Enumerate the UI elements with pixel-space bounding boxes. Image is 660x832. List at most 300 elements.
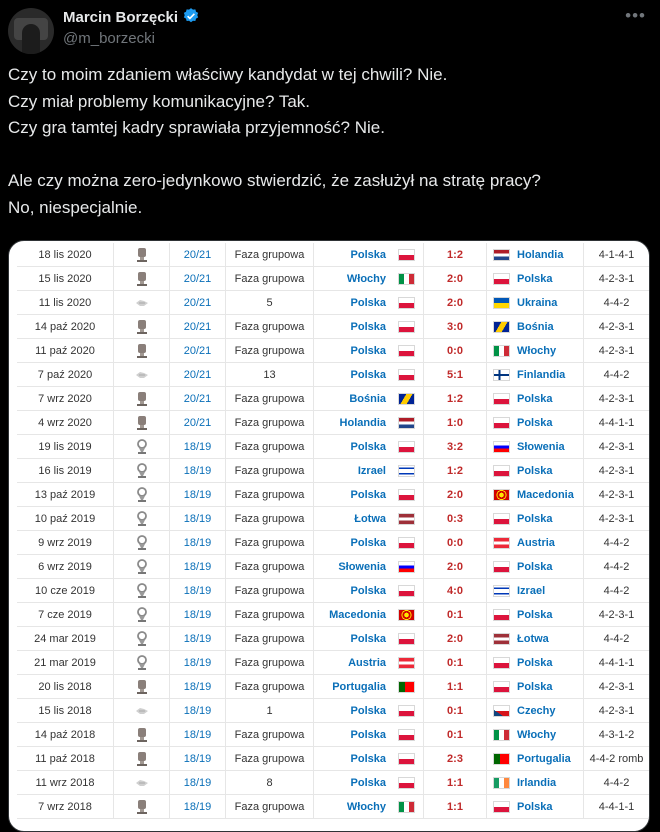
away-team[interactable]: Irlandia bbox=[515, 771, 584, 795]
match-row[interactable] bbox=[17, 651, 649, 675]
flag-icon bbox=[398, 345, 415, 357]
match-round: Faza grupowa bbox=[226, 387, 314, 411]
away-flag-cell bbox=[487, 603, 516, 627]
away-team[interactable]: Izrael bbox=[515, 579, 584, 603]
match-date: 14 paź 2020 bbox=[17, 315, 114, 339]
home-flag-cell bbox=[390, 435, 424, 459]
season-link[interactable]: 18/19 bbox=[170, 579, 226, 603]
flag-icon bbox=[493, 657, 510, 669]
match-round: Faza grupowa bbox=[226, 339, 314, 363]
flag-icon bbox=[398, 417, 415, 429]
match-score[interactable]: 2:0 bbox=[424, 627, 487, 651]
away-team[interactable]: Polska bbox=[515, 603, 584, 627]
formation: 4-2-3-1 bbox=[584, 435, 650, 459]
formation: 4-2-3-1 bbox=[584, 387, 650, 411]
away-flag-cell bbox=[487, 675, 516, 699]
home-team[interactable]: Bośnia bbox=[314, 387, 391, 411]
match-round: Faza grupowa bbox=[226, 723, 314, 747]
competition-cell bbox=[114, 387, 170, 411]
flag-icon bbox=[398, 465, 415, 477]
match-score[interactable]: 0:0 bbox=[424, 531, 487, 555]
away-team[interactable]: Holandia bbox=[515, 243, 584, 267]
flag-icon bbox=[493, 537, 510, 549]
author-name-text[interactable]: Marcin Borzęcki bbox=[63, 9, 179, 26]
away-flag-cell bbox=[487, 387, 516, 411]
away-flag-cell bbox=[487, 699, 516, 723]
flag-icon bbox=[493, 489, 510, 501]
flag-icon bbox=[398, 249, 415, 261]
home-flag-cell bbox=[390, 483, 424, 507]
flag-icon bbox=[398, 705, 415, 717]
match-score[interactable]: 1:2 bbox=[424, 459, 487, 483]
away-team[interactable]: Polska bbox=[515, 267, 584, 291]
competition-cell bbox=[114, 579, 170, 603]
euro-trophy-icon bbox=[135, 487, 149, 503]
home-team[interactable]: Polska bbox=[314, 363, 391, 387]
home-team[interactable]: Holandia bbox=[314, 411, 391, 435]
match-round: Faza grupowa bbox=[226, 459, 314, 483]
away-flag-cell bbox=[487, 411, 516, 435]
match-round: Faza grupowa bbox=[226, 507, 314, 531]
flag-icon bbox=[493, 633, 510, 645]
match-row[interactable] bbox=[17, 627, 649, 651]
formation: 4-1-4-1 bbox=[584, 243, 650, 267]
avatar[interactable] bbox=[8, 8, 54, 54]
away-team[interactable]: Ukraina bbox=[515, 291, 584, 315]
match-score[interactable]: 2:0 bbox=[424, 483, 487, 507]
home-team[interactable]: Polska bbox=[314, 747, 391, 771]
match-row[interactable] bbox=[17, 723, 649, 747]
match-date: 24 mar 2019 bbox=[17, 627, 114, 651]
competition-cell bbox=[114, 291, 170, 315]
match-row[interactable] bbox=[17, 603, 649, 627]
away-team[interactable]: Austria bbox=[515, 531, 584, 555]
match-score[interactable]: 0:3 bbox=[424, 507, 487, 531]
season-link[interactable]: 20/21 bbox=[170, 267, 226, 291]
euro-trophy-icon bbox=[135, 655, 149, 671]
match-score[interactable]: 5:1 bbox=[424, 363, 487, 387]
competition-cell bbox=[114, 435, 170, 459]
formation: 4-4-2 bbox=[584, 771, 650, 795]
match-date: 21 mar 2019 bbox=[17, 651, 114, 675]
match-score[interactable]: 2:0 bbox=[424, 555, 487, 579]
away-flag-cell bbox=[487, 243, 516, 267]
season-link[interactable]: 20/21 bbox=[170, 339, 226, 363]
match-row[interactable] bbox=[17, 363, 649, 387]
away-team[interactable]: Polska bbox=[515, 507, 584, 531]
match-score[interactable]: 3:0 bbox=[424, 315, 487, 339]
home-flag-cell bbox=[390, 675, 424, 699]
season-link[interactable]: 18/19 bbox=[170, 627, 226, 651]
away-team[interactable]: Polska bbox=[515, 675, 584, 699]
match-score[interactable]: 2:0 bbox=[424, 267, 487, 291]
competition-cell bbox=[114, 339, 170, 363]
flag-icon bbox=[493, 441, 510, 453]
match-round: Faza grupowa bbox=[226, 483, 314, 507]
euro-trophy-icon bbox=[135, 607, 149, 623]
home-team[interactable]: Polska bbox=[314, 243, 391, 267]
away-flag-cell bbox=[487, 555, 516, 579]
flag-icon bbox=[398, 777, 415, 789]
home-flag-cell bbox=[390, 411, 424, 435]
match-date: 7 paź 2020 bbox=[17, 363, 114, 387]
formation: 4-2-3-1 bbox=[584, 315, 650, 339]
nations-league-trophy-icon bbox=[135, 415, 149, 431]
away-team[interactable]: Słowenia bbox=[515, 435, 584, 459]
competition-cell bbox=[114, 531, 170, 555]
tweet-image[interactable] bbox=[8, 240, 650, 832]
flag-icon bbox=[398, 729, 415, 741]
friendly-match-icon bbox=[135, 706, 149, 716]
match-score[interactable]: 0:1 bbox=[424, 723, 487, 747]
competition-cell bbox=[114, 651, 170, 675]
home-team[interactable]: Polska bbox=[314, 291, 391, 315]
match-round: 1 bbox=[226, 699, 314, 723]
season-link[interactable]: 18/19 bbox=[170, 675, 226, 699]
away-flag-cell bbox=[487, 291, 516, 315]
home-team[interactable]: Polska bbox=[314, 723, 391, 747]
home-flag-cell bbox=[390, 339, 424, 363]
season-link[interactable]: 18/19 bbox=[170, 507, 226, 531]
match-round: Faza grupowa bbox=[226, 555, 314, 579]
away-team[interactable]: Polska bbox=[515, 387, 584, 411]
formation: 4-4-2 romb bbox=[584, 747, 650, 771]
match-row[interactable] bbox=[17, 315, 649, 339]
match-round: Faza grupowa bbox=[226, 795, 314, 819]
away-flag-cell bbox=[487, 267, 516, 291]
match-date: 20 lis 2018 bbox=[17, 675, 114, 699]
home-team[interactable]: Polska bbox=[314, 771, 391, 795]
formation: 4-2-3-1 bbox=[584, 267, 650, 291]
away-team[interactable]: Finlandia bbox=[515, 363, 584, 387]
season-link[interactable]: 18/19 bbox=[170, 435, 226, 459]
away-team[interactable]: Portugalia bbox=[515, 747, 584, 771]
flag-icon bbox=[398, 657, 415, 669]
away-team[interactable]: Macedonia bbox=[515, 483, 584, 507]
season-link[interactable]: 18/19 bbox=[170, 747, 226, 771]
away-team[interactable]: Włochy bbox=[515, 339, 584, 363]
flag-icon bbox=[398, 801, 415, 813]
home-team[interactable]: Polska bbox=[314, 435, 391, 459]
nations-league-trophy-icon bbox=[135, 727, 149, 743]
match-row[interactable] bbox=[17, 339, 649, 363]
competition-cell bbox=[114, 507, 170, 531]
match-row[interactable] bbox=[17, 483, 649, 507]
home-flag-cell bbox=[390, 291, 424, 315]
home-team[interactable]: Polska bbox=[314, 315, 391, 339]
match-round: Faza grupowa bbox=[226, 603, 314, 627]
match-date: 19 lis 2019 bbox=[17, 435, 114, 459]
more-icon[interactable]: ••• bbox=[625, 6, 646, 25]
match-score[interactable]: 0:1 bbox=[424, 651, 487, 675]
match-score[interactable]: 0:0 bbox=[424, 339, 487, 363]
flag-icon bbox=[493, 561, 510, 573]
flag-icon bbox=[398, 441, 415, 453]
nations-league-trophy-icon bbox=[135, 391, 149, 407]
home-flag-cell bbox=[390, 699, 424, 723]
away-team[interactable]: Polska bbox=[515, 555, 584, 579]
euro-trophy-icon bbox=[135, 583, 149, 599]
match-score[interactable]: 0:1 bbox=[424, 603, 487, 627]
competition-cell bbox=[114, 243, 170, 267]
season-link[interactable]: 20/21 bbox=[170, 411, 226, 435]
season-link[interactable]: 20/21 bbox=[170, 363, 226, 387]
flag-icon bbox=[398, 297, 415, 309]
tweet-line: Czy to moim zdaniem właściwy kandydat w tej chwili? Nie. bbox=[8, 65, 448, 84]
home-flag-cell bbox=[390, 795, 424, 819]
competition-cell bbox=[114, 603, 170, 627]
match-row[interactable] bbox=[17, 507, 649, 531]
friendly-match-icon bbox=[135, 370, 149, 380]
season-link[interactable]: 18/19 bbox=[170, 771, 226, 795]
season-link[interactable]: 20/21 bbox=[170, 243, 226, 267]
formation: 4-2-3-1 bbox=[584, 339, 650, 363]
flag-icon bbox=[398, 321, 415, 333]
match-date: 7 wrz 2020 bbox=[17, 387, 114, 411]
competition-cell bbox=[114, 675, 170, 699]
euro-trophy-icon bbox=[135, 559, 149, 575]
home-flag-cell bbox=[390, 267, 424, 291]
match-row[interactable] bbox=[17, 243, 649, 267]
home-flag-cell bbox=[390, 387, 424, 411]
formation: 4-4-2 bbox=[584, 363, 650, 387]
match-date: 18 lis 2020 bbox=[17, 243, 114, 267]
match-row[interactable] bbox=[17, 459, 649, 483]
match-row[interactable] bbox=[17, 267, 649, 291]
season-link[interactable]: 20/21 bbox=[170, 387, 226, 411]
flag-icon bbox=[493, 345, 510, 357]
competition-cell bbox=[114, 411, 170, 435]
home-flag-cell bbox=[390, 507, 424, 531]
match-row[interactable] bbox=[17, 291, 649, 315]
flag-icon bbox=[398, 561, 415, 573]
match-round: Faza grupowa bbox=[226, 243, 314, 267]
match-score[interactable]: 1:2 bbox=[424, 243, 487, 267]
match-score[interactable]: 1:1 bbox=[424, 675, 487, 699]
away-team[interactable]: Włochy bbox=[515, 723, 584, 747]
match-score[interactable]: 0:1 bbox=[424, 699, 487, 723]
home-team[interactable]: Polska bbox=[314, 483, 391, 507]
flag-icon bbox=[398, 633, 415, 645]
away-flag-cell bbox=[487, 747, 516, 771]
tweet-line bbox=[8, 142, 648, 169]
match-row[interactable] bbox=[17, 747, 649, 771]
match-row[interactable] bbox=[17, 435, 649, 459]
flag-icon bbox=[493, 321, 510, 333]
competition-cell bbox=[114, 459, 170, 483]
flag-icon bbox=[398, 393, 415, 405]
home-flag-cell bbox=[390, 555, 424, 579]
home-team[interactable]: Słowenia bbox=[314, 555, 391, 579]
match-date: 14 paź 2018 bbox=[17, 723, 114, 747]
friendly-match-icon bbox=[135, 778, 149, 788]
season-link[interactable]: 18/19 bbox=[170, 603, 226, 627]
away-flag-cell bbox=[487, 363, 516, 387]
competition-cell bbox=[114, 771, 170, 795]
season-link[interactable]: 18/19 bbox=[170, 651, 226, 675]
formation: 4-2-3-1 bbox=[584, 459, 650, 483]
match-date: 11 paź 2018 bbox=[17, 747, 114, 771]
flag-icon bbox=[493, 609, 510, 621]
flag-icon bbox=[493, 801, 510, 813]
author-handle[interactable]: @m_borzecki bbox=[63, 30, 155, 47]
match-round: 5 bbox=[226, 291, 314, 315]
season-link[interactable]: 20/21 bbox=[170, 291, 226, 315]
season-link[interactable]: 18/19 bbox=[170, 555, 226, 579]
away-team[interactable]: Polska bbox=[515, 795, 584, 819]
competition-cell bbox=[114, 315, 170, 339]
home-flag-cell bbox=[390, 771, 424, 795]
flag-icon bbox=[493, 729, 510, 741]
match-date: 11 wrz 2018 bbox=[17, 771, 114, 795]
match-date: 10 cze 2019 bbox=[17, 579, 114, 603]
formation: 4-4-2 bbox=[584, 531, 650, 555]
home-flag-cell bbox=[390, 579, 424, 603]
match-row[interactable] bbox=[17, 771, 649, 795]
away-flag-cell bbox=[487, 795, 516, 819]
competition-cell bbox=[114, 363, 170, 387]
formation: 4-2-3-1 bbox=[584, 507, 650, 531]
flag-icon bbox=[493, 273, 510, 285]
home-team[interactable]: Izrael bbox=[314, 459, 391, 483]
match-row[interactable] bbox=[17, 555, 649, 579]
formation: 4-4-2 bbox=[584, 291, 650, 315]
formation: 4-2-3-1 bbox=[584, 483, 650, 507]
flag-icon bbox=[398, 489, 415, 501]
home-team[interactable]: Polska bbox=[314, 531, 391, 555]
match-date: 15 lis 2020 bbox=[17, 267, 114, 291]
home-team[interactable]: Włochy bbox=[314, 267, 391, 291]
match-round: Faza grupowa bbox=[226, 435, 314, 459]
competition-cell bbox=[114, 267, 170, 291]
euro-trophy-icon bbox=[135, 631, 149, 647]
tweet-text bbox=[8, 62, 648, 221]
flag-icon bbox=[398, 753, 415, 765]
match-date: 6 wrz 2019 bbox=[17, 555, 114, 579]
flag-icon bbox=[493, 465, 510, 477]
match-date: 11 paź 2020 bbox=[17, 339, 114, 363]
formation: 4-2-3-1 bbox=[584, 699, 650, 723]
euro-trophy-icon bbox=[135, 535, 149, 551]
match-score[interactable]: 1:1 bbox=[424, 771, 487, 795]
match-row[interactable] bbox=[17, 795, 649, 819]
away-team[interactable]: Polska bbox=[515, 411, 584, 435]
home-team[interactable]: Portugalia bbox=[314, 675, 391, 699]
match-score[interactable]: 2:0 bbox=[424, 291, 487, 315]
flag-icon bbox=[493, 705, 510, 717]
nations-league-trophy-icon bbox=[135, 799, 149, 815]
match-round: Faza grupowa bbox=[226, 747, 314, 771]
formation: 4-4-1-1 bbox=[584, 411, 650, 435]
author-name[interactable] bbox=[63, 7, 200, 26]
match-round: Faza grupowa bbox=[226, 315, 314, 339]
away-team[interactable]: Polska bbox=[515, 651, 584, 675]
home-flag-cell bbox=[390, 627, 424, 651]
home-team[interactable]: Polska bbox=[314, 627, 391, 651]
formation: 4-4-2 bbox=[584, 579, 650, 603]
home-team[interactable]: Polska bbox=[314, 699, 391, 723]
formation: 4-3-1-2 bbox=[584, 723, 650, 747]
away-flag-cell bbox=[487, 459, 516, 483]
match-round: Faza grupowa bbox=[226, 411, 314, 435]
verified-badge-icon bbox=[182, 7, 200, 25]
formation: 4-2-3-1 bbox=[584, 603, 650, 627]
away-team[interactable]: Polska bbox=[515, 459, 584, 483]
season-link[interactable]: 20/21 bbox=[170, 315, 226, 339]
away-team[interactable]: Łotwa bbox=[515, 627, 584, 651]
match-round: Faza grupowa bbox=[226, 531, 314, 555]
season-link[interactable]: 18/19 bbox=[170, 483, 226, 507]
match-table bbox=[17, 243, 649, 819]
match-row[interactable] bbox=[17, 387, 649, 411]
formation: 4-4-1-1 bbox=[584, 651, 650, 675]
away-flag-cell bbox=[487, 507, 516, 531]
tweet-line: Czy miał problemy komunikacyjne? Tak. bbox=[8, 91, 311, 111]
match-score[interactable]: 2:3 bbox=[424, 747, 487, 771]
away-flag-cell bbox=[487, 627, 516, 651]
match-row[interactable] bbox=[17, 699, 649, 723]
tweet-line: Czy gra tamtej kadry sprawiała przyjemność? Nie. bbox=[8, 118, 385, 137]
home-team[interactable]: Włochy bbox=[314, 795, 391, 819]
match-score[interactable]: 4:0 bbox=[424, 579, 487, 603]
home-flag-cell bbox=[390, 603, 424, 627]
home-team[interactable]: Polska bbox=[314, 339, 391, 363]
season-link[interactable]: 18/19 bbox=[170, 459, 226, 483]
match-score[interactable]: 1:2 bbox=[424, 387, 487, 411]
match-row[interactable] bbox=[17, 579, 649, 603]
euro-trophy-icon bbox=[135, 439, 149, 455]
match-row[interactable] bbox=[17, 411, 649, 435]
match-round: Faza grupowa bbox=[226, 627, 314, 651]
competition-cell bbox=[114, 699, 170, 723]
competition-cell bbox=[114, 483, 170, 507]
home-team[interactable]: Polska bbox=[314, 579, 391, 603]
season-link[interactable]: 18/19 bbox=[170, 699, 226, 723]
flag-icon bbox=[398, 369, 415, 381]
flag-icon bbox=[398, 681, 415, 693]
tweet-line: No, niespecjalnie. bbox=[8, 197, 143, 217]
flag-icon bbox=[398, 609, 415, 621]
home-team[interactable]: Łotwa bbox=[314, 507, 391, 531]
away-flag-cell bbox=[487, 339, 516, 363]
home-flag-cell bbox=[390, 315, 424, 339]
match-round: Faza grupowa bbox=[226, 651, 314, 675]
match-score[interactable]: 1:1 bbox=[424, 795, 487, 819]
competition-cell bbox=[114, 747, 170, 771]
season-link[interactable]: 18/19 bbox=[170, 723, 226, 747]
season-link[interactable]: 18/19 bbox=[170, 795, 226, 819]
away-team[interactable]: Bośnia bbox=[515, 315, 584, 339]
flag-icon bbox=[493, 369, 510, 381]
home-flag-cell bbox=[390, 459, 424, 483]
competition-cell bbox=[114, 723, 170, 747]
away-flag-cell bbox=[487, 579, 516, 603]
match-row[interactable] bbox=[17, 531, 649, 555]
flag-icon bbox=[493, 681, 510, 693]
nations-league-trophy-icon bbox=[135, 247, 149, 263]
home-team[interactable]: Austria bbox=[314, 651, 391, 675]
home-team[interactable]: Macedonia bbox=[314, 603, 391, 627]
match-score[interactable]: 3:2 bbox=[424, 435, 487, 459]
away-team[interactable]: Czechy bbox=[515, 699, 584, 723]
match-round: 8 bbox=[226, 771, 314, 795]
home-flag-cell bbox=[390, 363, 424, 387]
match-score[interactable]: 1:0 bbox=[424, 411, 487, 435]
formation: 4-2-3-1 bbox=[584, 675, 650, 699]
match-date: 9 wrz 2019 bbox=[17, 531, 114, 555]
season-link[interactable]: 18/19 bbox=[170, 531, 226, 555]
match-row[interactable] bbox=[17, 675, 649, 699]
